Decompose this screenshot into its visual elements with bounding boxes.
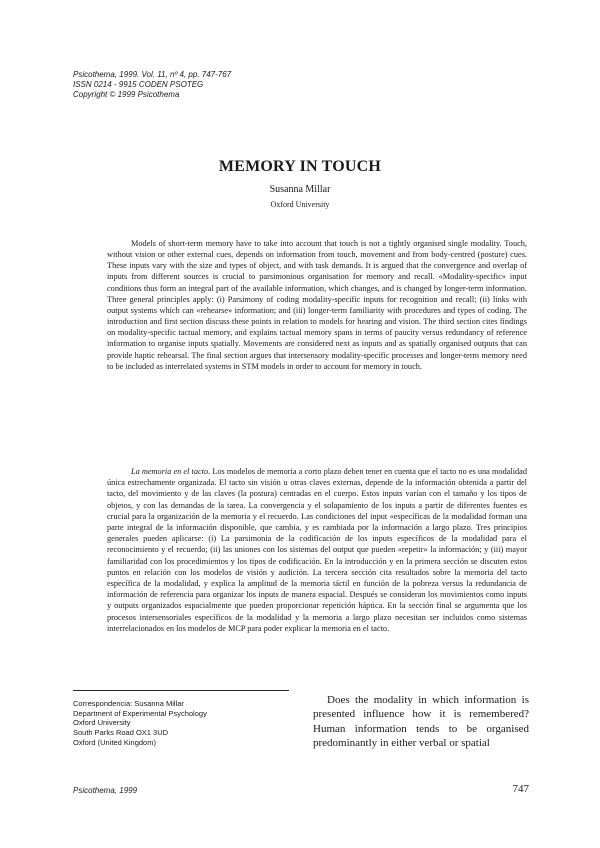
correspondence-line: Correspondencia: Susanna Millar	[73, 699, 184, 708]
author-affiliation: Oxford University	[270, 200, 330, 209]
spanish-abstract-body: Los modelos de memoria a corto plazo deben tener en cuenta que el tacto no es una modalidad única estrechamente organizada. El tacto sin visión u otras claves externas, depende de la información obtenida a partir del tacto, del movimiento y de las claves (la postura) centradas en el cuerpo. Estos inputs varían con el tamaño y los tipos de objetos, y con las demandas de la tarea. La convergencia y el solapamiento de los inputs a partir de diferentes fuentes es crucial para la organización de la memoria y el recuerdo. Las condiciones del input «específicas de la modalidad forman una parte integral de la información disponible, que cambia, y es cambiada por la información a largo plazo. Tres principios generales pueden aplicarse: (i) La parsimonia de la codificación de los inputs específicos de la modalidad para el reconocimiento y el recuerdo; (ii) las uniones con los sistemas del output que pueden «repetir» la información; y (iii) mayor familiaridad con los procedimientos y los tipos de codificación. En la introducción y en la primera sección se discuten estos puntos en relación con los modelos de visión y audición. La tercera sección cita resultados sobre la memoria del tacto específica de la modalidad, y explica la amplitud de la memoria táctil en función de la pobreza versus la redundancia de información de referencia para organizar los inputs de manera espacial. Después se consideran los movimientos como inputs y outputs organizados espacialmente que pueden proporcionar repetición háptica. En la sección final se argumenta que los procesos intersensoriales específicos de la modalidad y la memoria a largo plazo necesitan ser incluidos como sistemas interrelacionados en los modelos de MCP para poder explicar la memoria en el tacto.	[107, 467, 527, 633]
introduction-paragraph: Does the modality in which information is presented influence how it is remembered? Human information tends to be organised predominantly in either verbal or spatial	[313, 694, 529, 749]
journal-copyright: Copyright © 1999 Psicothema	[73, 90, 180, 99]
correspondence-line: Oxford University	[73, 718, 131, 728]
page-number: 747	[512, 783, 529, 795]
footer-journal: Psicothema, 1999	[73, 786, 138, 795]
correspondence-block	[73, 699, 303, 748]
spanish-abstract-title: La memoria en el tacto.	[131, 467, 211, 476]
spanish-abstract-paragraph	[107, 466, 527, 634]
article-title: MEMORY IN TOUCH	[218, 158, 382, 175]
article-author: Susanna Millar	[269, 184, 331, 195]
journal-citation: Psicothema, 1999. Vol. 11, nº 4, pp. 747-767	[73, 70, 232, 79]
correspondence-line: South Parks Road OX1 3UD	[73, 728, 169, 738]
correspondence-line: Oxford (United Kingdom)	[73, 737, 156, 747]
correspondence-line: Department of Experimental Psychology	[73, 708, 207, 718]
footnote-divider	[73, 690, 289, 691]
abstract-paragraph: Models of short-term memory have to take into account that touch is not a tightly organised single modality. Touch, without vision or other external cues, depends on information from touch, movement and from body-centred (posture) cues. These inputs vary with the size and types of object, and with task demands. It is argued that the convergence and overlap of inputs from different sources is crucial to parsimonious organisation for memory and recall. «Modality-specific» input conditions thus form an integral part of the available information, which changes, and is changed by longer-term information. Three general principles apply: (i) Parsimony of coding modality-specific inputs for recognition and recall; (ii) links with output systems which can «rehearse» information; and (iii) longer-term familiarity with procedures and types of coding. The introduction and first section discuss these points in relation to models for hearing and vision. The third section cites findings on modality-specific tactual memory, and explains tactual memory spans in terms of paucity versus redundancy of reference information to organise inputs spatially. Movements are considered next as inputs and as spatially organised outputs that can provide haptic rehearsal. The final section argues that intersensory modality-specific processes and longer-term memory need to be included as interrelated systems in STM models in order to account for memory in touch.	[107, 239, 527, 371]
journal-header	[73, 70, 373, 100]
journal-issn: ISSN 0214 - 9915 CODEN PSOTEG	[73, 80, 204, 89]
